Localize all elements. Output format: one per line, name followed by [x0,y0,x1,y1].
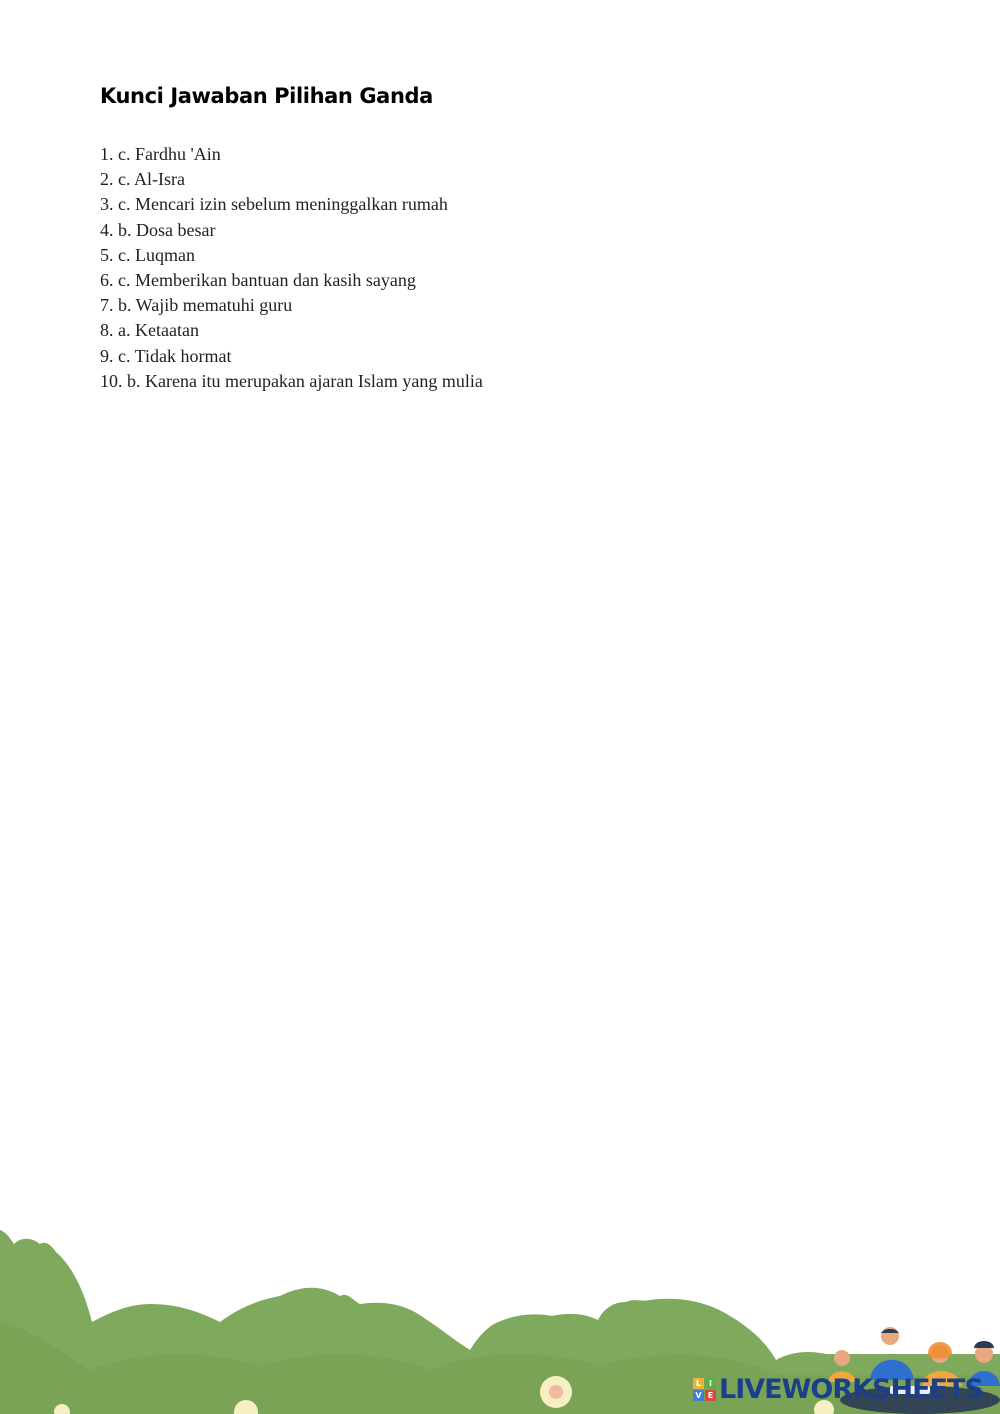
list-item: 9. c. Tidak hormat [100,345,232,366]
list-item: 6. c. Memberikan bantuan dan kasih sayang [100,269,416,290]
logo-letter-i: I [705,1378,716,1389]
brand-text: LIVEWORKSHEETS [719,1373,983,1405]
list-item: 7. b. Wajib mematuhi guru [100,295,293,316]
list-item: 4. b. Dosa besar [100,219,216,240]
answer-list [100,142,483,394]
list-item: 10. b. Karena itu merupakan ajaran Islam yang mulia [100,370,483,391]
logo-letter-grid [693,1378,716,1401]
liveworksheets-logo [693,1374,983,1404]
list-item: 2. c. Al-Isra [100,169,185,190]
list-item: 3. c. Mencari izin sebelum meninggalkan rumah [100,194,448,215]
logo-letter-l: L [693,1378,704,1389]
list-item: 5. c. Luqman [100,244,195,265]
list-item: 8. a. Ketaatan [100,320,199,341]
logo-letter-e: E [705,1390,716,1401]
page-title: Kunci Jawaban Pilihan Ganda [100,84,433,108]
flower-icon [540,1376,572,1408]
logo-letter-v: V [693,1390,704,1401]
list-item: 1. c. Fardhu 'Ain [100,144,221,164]
